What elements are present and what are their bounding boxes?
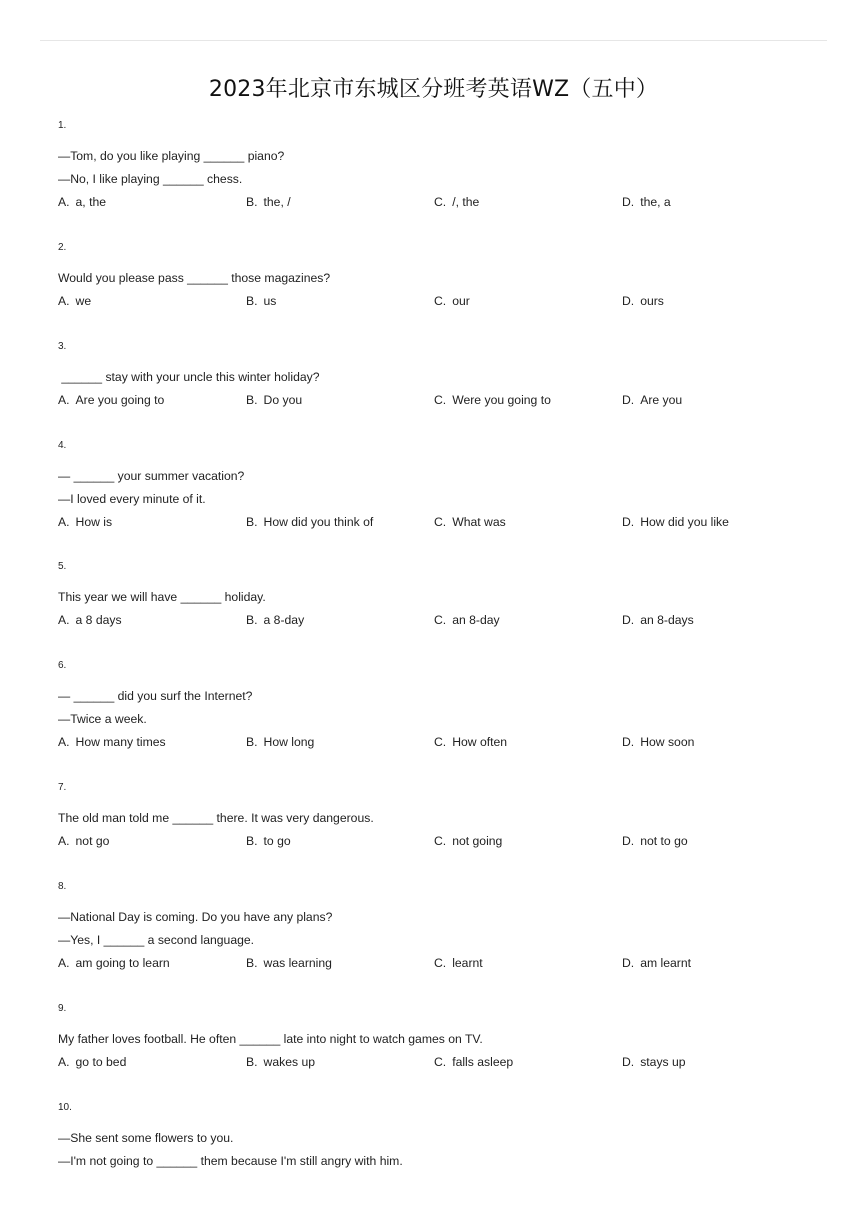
option-text: How soon (640, 735, 695, 750)
answer-options (58, 612, 818, 628)
option-text: an 8-days (640, 613, 694, 628)
option-text: the, / (263, 195, 291, 209)
option-letter: B. (246, 735, 258, 750)
option-text: wakes up (263, 1054, 316, 1069)
answer-option[interactable] (434, 514, 506, 530)
option-letter: A. (58, 293, 70, 308)
question-text: This year we will have ______ holiday. (58, 590, 266, 605)
option-text: Were you going to (452, 392, 551, 407)
option-text: am learnt (640, 956, 691, 971)
answer-option[interactable] (58, 194, 106, 210)
answer-option[interactable] (434, 293, 470, 309)
option-letter: A. (58, 834, 70, 849)
question-text: The old man told me ______ there. It was very dangerous. (58, 811, 374, 826)
option-text: was learning (263, 956, 332, 971)
option-text: learnt (452, 956, 483, 971)
question-number: 1. (58, 120, 67, 131)
option-text: /, the (452, 195, 480, 209)
option-letter: C. (434, 613, 447, 628)
question-number: 7. (58, 782, 67, 794)
answer-option[interactable] (58, 1054, 126, 1070)
question-text: My father loves football. He often ______ late into night to watch games on TV. (58, 1031, 483, 1046)
answer-option[interactable] (622, 194, 671, 210)
answer-option[interactable] (434, 194, 479, 210)
option-text: How is (75, 514, 113, 529)
option-text: falls asleep (452, 1054, 514, 1069)
option-letter: B. (246, 514, 258, 529)
question-text: ______ stay with your uncle this winter holiday? (58, 369, 320, 384)
option-letter: D. (622, 293, 635, 308)
option-text: How did you like (640, 514, 729, 529)
option-text: to go (263, 834, 291, 849)
question-item (58, 1003, 818, 1102)
answer-option[interactable] (622, 833, 688, 849)
answer-option[interactable] (58, 612, 122, 628)
option-letter: C. (434, 735, 447, 750)
answer-option[interactable] (434, 833, 502, 849)
answer-option[interactable] (434, 612, 500, 628)
option-letter: B. (246, 195, 258, 209)
option-letter: A. (58, 195, 70, 209)
answer-options (58, 1054, 818, 1070)
option-letter: C. (434, 514, 447, 529)
question-item (58, 440, 818, 562)
answer-option[interactable] (58, 833, 109, 849)
option-letter: C. (434, 195, 447, 209)
question-number: 5. (58, 561, 67, 573)
option-letter: C. (434, 834, 447, 849)
option-letter: A. (58, 735, 70, 750)
answer-option[interactable] (622, 955, 691, 971)
question-number: 3. (58, 340, 67, 352)
option-letter: A. (58, 613, 70, 628)
option-text: a 8-day (263, 613, 305, 628)
question-number: 10. (58, 1101, 72, 1113)
question-list (58, 120, 818, 1223)
answer-options (58, 293, 818, 309)
option-text: Do you (263, 392, 303, 407)
option-letter: B. (246, 613, 258, 628)
option-text: How often (452, 735, 508, 750)
option-letter: B. (246, 834, 258, 849)
option-text: What was (452, 514, 506, 529)
option-letter: B. (246, 293, 258, 308)
question-text: —She sent some flowers to you. (58, 1130, 234, 1145)
option-text: we (75, 293, 92, 308)
answer-option[interactable] (246, 1054, 315, 1070)
question-text: —No, I like playing ______ chess. (58, 172, 243, 186)
option-letter: B. (246, 392, 258, 407)
option-letter: D. (622, 834, 635, 849)
option-text: not going (452, 834, 503, 849)
answer-option[interactable] (622, 1054, 686, 1070)
option-letter: B. (246, 1054, 258, 1069)
option-letter: A. (58, 392, 70, 407)
option-text: a, the (75, 195, 107, 209)
answer-option[interactable] (246, 514, 373, 530)
header-divider (40, 40, 827, 41)
answer-option[interactable] (434, 955, 483, 971)
option-text: an 8-day (452, 613, 500, 628)
question-item (58, 341, 818, 440)
answer-options (58, 833, 818, 849)
question-text: —I'm not going to ______ them because I'm still angry with him. (58, 1153, 403, 1168)
option-text: ours (640, 293, 664, 308)
answer-option[interactable] (58, 392, 164, 408)
question-text: — ______ did you surf the Internet? (58, 689, 253, 704)
option-text: How did you think of (263, 514, 374, 529)
question-text: — ______ your summer vacation? (58, 468, 245, 483)
answer-option[interactable] (58, 955, 170, 971)
option-text: the, a (640, 195, 671, 209)
question-number: 8. (58, 881, 67, 893)
option-text: not go (75, 834, 110, 849)
option-text: Are you (640, 392, 683, 407)
answer-option[interactable] (246, 612, 304, 628)
option-letter: C. (434, 956, 447, 971)
option-text: our (452, 293, 470, 308)
question-text: —Yes, I ______ a second language. (58, 933, 255, 948)
answer-option[interactable] (622, 392, 682, 408)
option-letter: A. (58, 514, 70, 529)
option-letter: D. (622, 392, 635, 407)
answer-option[interactable] (622, 293, 664, 309)
option-text: stays up (640, 1054, 686, 1069)
answer-option[interactable] (58, 293, 91, 309)
question-number: 2. (58, 241, 67, 253)
option-letter: C. (434, 392, 447, 407)
option-letter: B. (246, 956, 258, 971)
answer-option[interactable] (622, 514, 729, 530)
option-text: How long (263, 735, 315, 750)
answer-option[interactable] (246, 194, 291, 210)
option-text: us (263, 293, 277, 308)
answer-option[interactable] (246, 833, 291, 849)
answer-options (58, 734, 818, 750)
question-item (58, 660, 818, 782)
answer-options (58, 514, 818, 530)
question-text: —I loved every minute of it. (58, 491, 206, 506)
option-letter: D. (622, 613, 635, 628)
question-item (58, 782, 818, 881)
option-letter: D. (622, 956, 635, 971)
answer-option[interactable] (246, 955, 332, 971)
answer-option[interactable] (58, 514, 112, 530)
question-text: —National Day is coming. Do you have any plans? (58, 910, 333, 925)
answer-option[interactable] (434, 1054, 513, 1070)
answer-options (58, 194, 818, 210)
option-letter: A. (58, 1054, 70, 1069)
option-text: not to go (640, 834, 688, 849)
page-title: 2023年北京市东城区分班考英语WZ（五中） (208, 77, 659, 102)
answer-options (58, 955, 818, 971)
option-letter: C. (434, 1054, 447, 1069)
answer-option[interactable] (434, 734, 507, 750)
option-letter: C. (434, 293, 447, 308)
answer-option[interactable] (622, 612, 694, 628)
answer-option[interactable] (246, 392, 302, 408)
question-item (58, 1102, 818, 1224)
question-item (58, 881, 818, 1003)
option-letter: D. (622, 514, 635, 529)
option-letter: D. (622, 1054, 635, 1069)
option-letter: A. (58, 956, 70, 971)
option-letter: D. (622, 735, 635, 750)
answer-option[interactable] (246, 293, 276, 309)
answer-option[interactable] (246, 734, 314, 750)
question-text: —Tom, do you like playing ______ piano? (58, 149, 285, 163)
option-text: am going to learn (75, 956, 170, 971)
question-item (58, 561, 818, 660)
question-number: 6. (58, 660, 67, 672)
answer-option[interactable] (622, 734, 694, 750)
question-number: 9. (58, 1002, 67, 1014)
option-text: a 8 days (75, 613, 122, 628)
answer-option[interactable] (434, 392, 551, 408)
option-letter: D. (622, 195, 635, 209)
question-text: —Twice a week. (58, 712, 147, 727)
question-number: 4. (58, 439, 67, 451)
option-text: Are you going to (75, 392, 165, 407)
answer-options (58, 392, 818, 408)
answer-option[interactable] (58, 734, 166, 750)
option-text: go to bed (75, 1054, 127, 1069)
question-item (58, 120, 818, 242)
option-text: How many times (75, 735, 166, 750)
question-item (58, 242, 818, 341)
question-text: Would you please pass ______ those magazines? (58, 270, 331, 285)
